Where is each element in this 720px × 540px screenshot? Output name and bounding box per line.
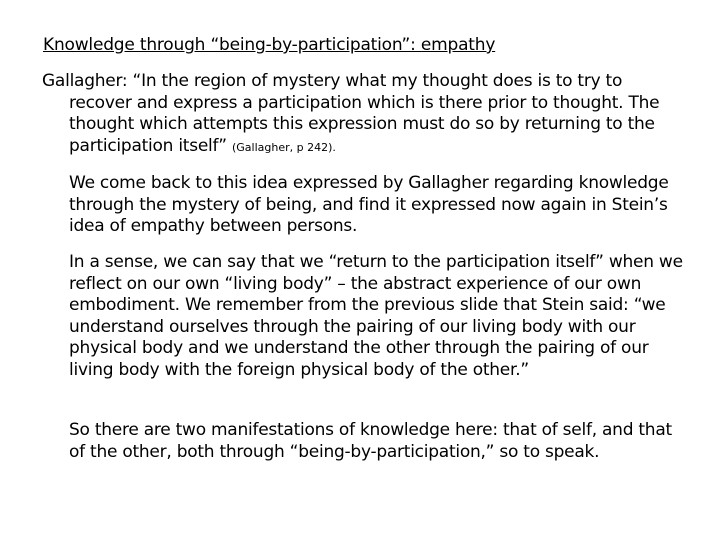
paragraph-body: recover and express a participation which is there prior to thought. The thought which attempts this expression must do so by returning to the participation itself” [69, 92, 660, 156]
paragraph-gallagher-quote [42, 71, 684, 158]
slide-title: Knowledge through “being-by-participation”: empathy [43, 35, 496, 55]
paragraph-living-body: In a sense, we can say that we “return to the participation itself” when we reflect on our own “living body” – the abstract experience of our own embodiment. We remember from the previous slide that Stein said: “we understand ourselves through the pairing of our living body with our physical body and we understand the other through the pairing of our living body with the foreign physical body of the other.” [69, 252, 683, 380]
paragraph-two-manifestations: So there are two manifestations of knowledge here: that of self, and that of the other, both through “being-by-participation,” so to speak. [69, 420, 672, 462]
citation: (Gallagher, p 242). [231, 140, 336, 154]
paragraph-mystery-of-being: We come back to this idea expressed by Gallagher regarding knowledge through the mystery of being, and find it expressed now again in Stein’s idea of empathy between persons. [69, 173, 669, 236]
paragraph-lead-line: Gallagher: “In the region of mystery what my thought does is to try to [42, 71, 623, 91]
